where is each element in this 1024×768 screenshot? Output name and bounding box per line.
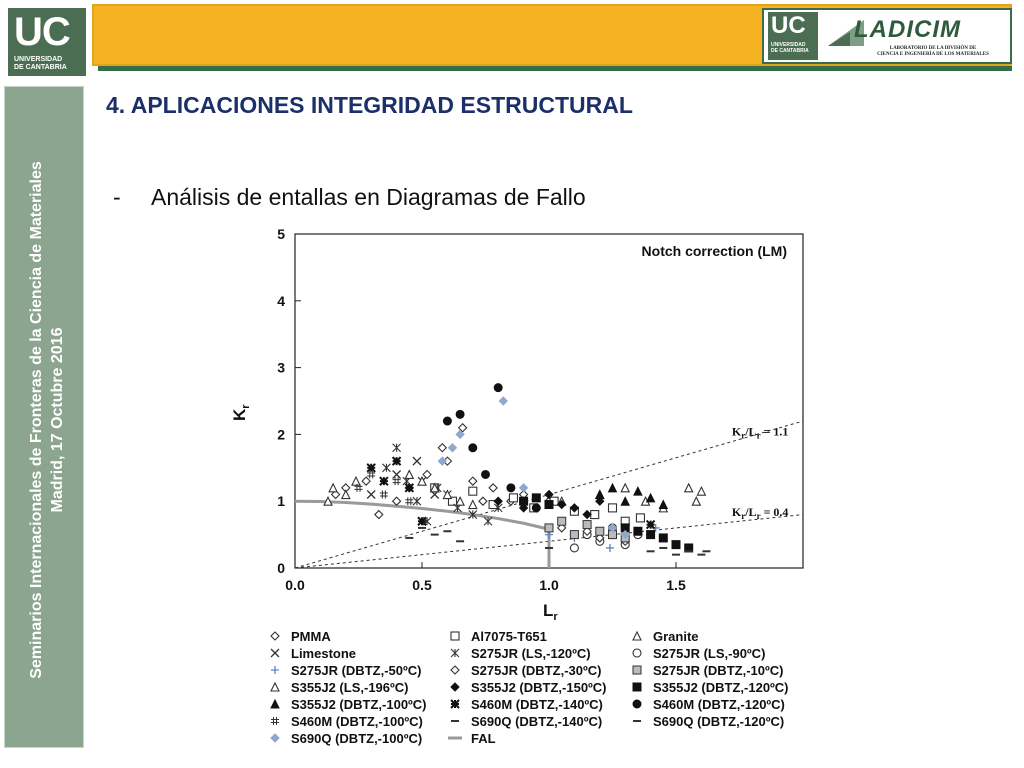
ladicim-sub-line1: LABORATORIO DE LA DIVISIÓN DE xyxy=(889,46,977,51)
data-point xyxy=(697,487,705,495)
y-tick-label: 1 xyxy=(277,493,285,510)
data-point xyxy=(591,511,599,519)
uc-logo-sub-line2: DE CANTABRIA xyxy=(14,64,67,71)
y-tick-label: 4 xyxy=(277,292,285,309)
x-tick-label: 1.5 xyxy=(666,577,686,593)
data-series xyxy=(438,397,629,539)
data-point xyxy=(606,544,614,552)
data-point xyxy=(489,484,497,492)
data-point xyxy=(647,531,655,539)
data-point xyxy=(271,717,279,725)
data-point xyxy=(659,534,667,542)
data-point xyxy=(448,444,456,452)
data-point xyxy=(507,484,515,492)
data-point xyxy=(570,544,578,552)
data-point xyxy=(271,683,279,691)
ladicim-logo xyxy=(826,12,1006,60)
data-point xyxy=(271,632,279,640)
legend-label: S275JR (LS,-90ºC) xyxy=(653,646,766,661)
data-point xyxy=(558,517,566,525)
header-banner-shadow xyxy=(98,66,1012,71)
failure-assessment-chart xyxy=(225,222,815,748)
y-tick-label: 2 xyxy=(277,426,285,443)
x-axis-label: $L_r$ xyxy=(543,601,558,623)
data-series xyxy=(558,524,630,545)
chart-title: Notch correction (LM) xyxy=(641,243,787,259)
data-point xyxy=(418,517,426,525)
data-point xyxy=(636,514,644,522)
legend-label: S355J2 (LS,-196ºC) xyxy=(291,680,409,695)
data-point xyxy=(469,501,477,509)
sidebar-text xyxy=(26,100,68,740)
data-series xyxy=(382,444,502,525)
uc-logo-text: UC xyxy=(14,10,70,54)
legend-label: S690Q (DBTZ,-140ºC) xyxy=(471,714,603,729)
data-point xyxy=(271,666,279,674)
data-point xyxy=(451,683,459,691)
data-point xyxy=(443,417,451,425)
data-series xyxy=(596,484,668,509)
x-tick-label: 0.0 xyxy=(285,577,305,593)
data-series xyxy=(355,470,414,505)
legend-label: Granite xyxy=(653,629,699,644)
legend-label: S275JR (DBTZ,-50ºC) xyxy=(291,663,422,678)
data-point xyxy=(382,464,390,472)
data-point xyxy=(633,632,641,640)
ladicim-subtitle xyxy=(868,46,998,58)
data-series xyxy=(520,494,693,552)
data-point xyxy=(596,527,604,535)
data-point xyxy=(367,491,375,499)
legend-label: S275JR (DBTZ,-10ºC) xyxy=(653,663,784,678)
y-tick-label: 3 xyxy=(277,359,285,376)
legend-label: Al7075-T651 xyxy=(471,629,547,644)
data-point xyxy=(469,444,477,452)
plot-frame xyxy=(295,234,803,568)
data-point xyxy=(393,477,401,485)
bullet-dash: - xyxy=(113,184,121,210)
data-point xyxy=(479,497,487,505)
data-series xyxy=(367,457,654,528)
uc-logo-small-sub-line2: DE CANTABRIA xyxy=(771,48,809,54)
reference-line-label: $K_r/L_r = 1.1$ xyxy=(731,424,789,441)
data-point xyxy=(583,521,591,529)
data-point xyxy=(583,511,591,519)
data-point xyxy=(509,494,517,502)
uc-logo-small-subtitle xyxy=(771,42,809,54)
data-point xyxy=(659,501,667,509)
bullet-text: Análisis de entallas en Diagramas de Fallo xyxy=(151,184,586,210)
legend-label: S690Q (DBTZ,-100ºC) xyxy=(291,731,423,746)
uc-logo-small xyxy=(768,12,818,60)
sidebar-line1: Seminarios Internacionales de Fronteras de la Ciencia de Materiales xyxy=(28,161,45,679)
data-point xyxy=(545,524,553,532)
data-point xyxy=(451,666,459,674)
data-point xyxy=(405,497,413,505)
x-tick-label: 0.5 xyxy=(412,577,432,593)
data-point xyxy=(405,470,413,478)
data-point xyxy=(482,470,490,478)
data-point xyxy=(469,487,477,495)
legend-label: S460M (DBTZ,-140ºC) xyxy=(471,697,603,712)
data-point xyxy=(380,477,388,485)
sidebar-line2: Madrid, 17 Octubre 2016 xyxy=(49,327,66,513)
uc-logo-subtitle xyxy=(14,56,67,72)
data-point xyxy=(342,491,350,499)
bullet-item xyxy=(113,184,586,211)
data-point xyxy=(633,683,641,691)
data-point xyxy=(451,632,459,640)
y-tick-label: 5 xyxy=(277,226,285,242)
data-point xyxy=(451,649,459,657)
reference-line-label: $K_r/L_r = 0.4$ xyxy=(731,505,789,522)
ladicim-sub-line2: CIENCIA E INGENIERÍA DE LOS MATERIALES xyxy=(877,52,989,57)
data-point xyxy=(520,484,528,492)
legend-label: PMMA xyxy=(291,629,331,644)
data-point xyxy=(633,700,641,708)
data-point xyxy=(456,410,464,418)
legend-label: S275JR (LS,-120ºC) xyxy=(471,646,591,661)
y-axis-label: $K_r$ xyxy=(230,404,252,421)
data-point xyxy=(621,497,629,505)
data-point xyxy=(352,477,360,485)
data-point xyxy=(423,470,431,478)
data-point xyxy=(393,457,401,465)
legend-label: S460M (DBTZ,-120ºC) xyxy=(653,697,785,712)
slide-title: 4. APLICACIONES INTEGRIDAD ESTRUCTURAL xyxy=(106,92,633,118)
data-point xyxy=(438,444,446,452)
data-point xyxy=(362,477,370,485)
data-point xyxy=(469,477,477,485)
data-point xyxy=(545,501,553,509)
x-tick-label: 1.0 xyxy=(539,577,559,593)
legend-label: S460M (DBTZ,-100ºC) xyxy=(291,714,423,729)
data-point xyxy=(633,649,641,657)
data-point xyxy=(380,491,388,499)
data-point xyxy=(647,521,655,529)
data-point xyxy=(367,464,375,472)
legend-label: FAL xyxy=(471,731,496,746)
data-point xyxy=(647,494,655,502)
data-point xyxy=(633,666,641,674)
data-point xyxy=(405,484,413,492)
data-point xyxy=(393,470,401,478)
data-point xyxy=(596,491,604,499)
data-point xyxy=(621,484,629,492)
y-tick-label: 0 xyxy=(277,560,285,576)
data-point xyxy=(570,531,578,539)
legend-label: S690Q (DBTZ,-120ºC) xyxy=(653,714,785,729)
data-point xyxy=(494,384,502,392)
data-point xyxy=(532,504,540,512)
uc-logo xyxy=(8,8,86,76)
data-point xyxy=(438,457,446,465)
data-point xyxy=(685,484,693,492)
data-point xyxy=(393,444,401,452)
legend-label: Limestone xyxy=(291,646,357,661)
data-point xyxy=(329,484,337,492)
data-point xyxy=(609,484,617,492)
data-point xyxy=(634,487,642,495)
uc-logo-sub-line1: UNIVERSIDAD xyxy=(14,56,63,63)
data-point xyxy=(271,734,279,742)
data-point xyxy=(456,497,464,505)
data-point xyxy=(692,497,700,505)
legend-label: S355J2 (DBTZ,-150ºC) xyxy=(471,680,607,695)
data-point xyxy=(520,497,528,505)
legend-label: S355J2 (DBTZ,-100ºC) xyxy=(291,697,427,712)
data-point xyxy=(451,700,459,708)
data-point xyxy=(413,497,421,505)
legend-label: S275JR (DBTZ,-30ºC) xyxy=(471,663,602,678)
data-point xyxy=(484,517,492,525)
legend-label: S355J2 (DBTZ,-120ºC) xyxy=(653,680,789,695)
data-point xyxy=(375,511,383,519)
data-point xyxy=(393,497,401,505)
chart-legend xyxy=(271,629,789,746)
uc-logo-small-sub-line1: UNIVERSIDAD xyxy=(771,42,806,48)
data-point xyxy=(634,527,642,535)
data-point xyxy=(499,397,507,405)
data-point xyxy=(271,700,279,708)
data-point xyxy=(672,541,680,549)
data-series xyxy=(405,528,553,548)
uc-logo-small-text: UC xyxy=(771,12,806,39)
data-point xyxy=(271,649,279,657)
ladicim-name: LADICIM xyxy=(854,16,961,43)
data-point xyxy=(413,457,421,465)
data-point xyxy=(609,504,617,512)
data-point xyxy=(532,494,540,502)
